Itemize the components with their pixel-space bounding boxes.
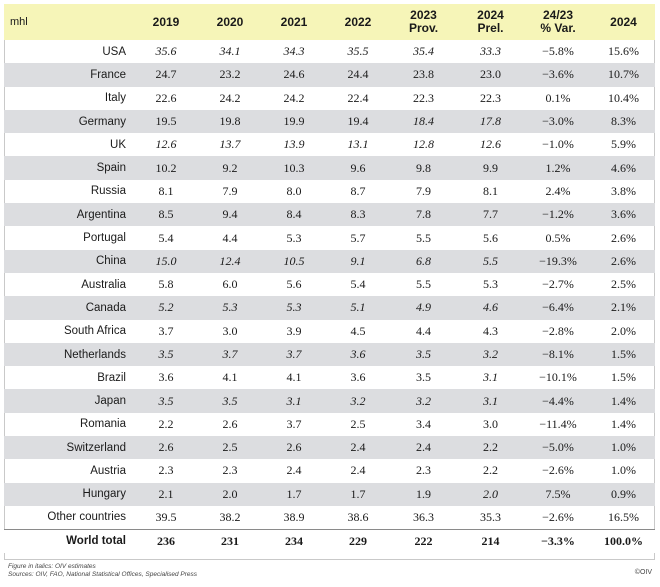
value-cell: 1.0% [611, 463, 636, 478]
value-cell: 1.5% [611, 370, 636, 385]
value-cell: −10.1% [539, 370, 577, 385]
value-cell: 4.1 [286, 370, 302, 385]
value-cell: 35.6 [155, 44, 177, 59]
value-cell: 8.1 [483, 183, 498, 198]
value-cell: 100.0% [604, 533, 643, 548]
value-cell: 5.3 [286, 230, 302, 245]
table-row [4, 133, 655, 156]
col-header: 2024 Prel. [477, 8, 504, 35]
value-cell: 3.0 [222, 323, 238, 338]
footnote-italics: Figure in italics: OIV estimates [8, 563, 96, 570]
value-cell: 8.7 [350, 183, 366, 198]
value-cell: 9.6 [350, 160, 366, 175]
value-cell: 3.5 [222, 393, 238, 408]
value-cell: 9.4 [222, 207, 238, 222]
table-row [4, 366, 655, 389]
value-cell: 2.5% [611, 277, 636, 292]
col-header: 2024 [610, 14, 637, 29]
value-cell: 2.6 [158, 440, 174, 455]
table-row [4, 110, 655, 133]
value-cell: 22.3 [480, 90, 501, 105]
value-cell: 4.5 [350, 323, 366, 338]
value-cell: 4.3 [483, 323, 498, 338]
col-header: 24/23 % Var. [540, 8, 576, 35]
value-cell: 7.8 [416, 207, 431, 222]
value-cell: 3.7 [286, 347, 302, 361]
country-cell: World total [66, 535, 126, 548]
value-cell: 9.1 [350, 253, 366, 268]
value-cell: 5.4 [158, 230, 174, 245]
value-cell: 2.3 [222, 463, 238, 478]
value-cell: 1.4% [611, 393, 636, 408]
value-cell: 22.6 [155, 90, 177, 105]
value-cell: 231 [221, 533, 239, 548]
value-cell: 3.1 [483, 370, 498, 385]
value-cell: 6.8 [416, 253, 431, 268]
value-cell: 5.8 [158, 277, 174, 292]
value-cell: 12.4 [219, 253, 241, 268]
value-cell: −8.1% [542, 347, 574, 361]
value-cell: 18.4 [413, 114, 434, 129]
country-cell: Canada [85, 301, 126, 314]
copyright: ©OIV [634, 569, 652, 576]
table-row [4, 296, 655, 319]
value-cell: 3.6 [350, 347, 366, 361]
value-cell: 8.3 [350, 207, 366, 222]
value-cell: 1.2% [545, 160, 571, 175]
value-cell: 214 [481, 533, 500, 548]
table-row [4, 506, 655, 529]
value-cell: 1.9 [416, 486, 431, 501]
table-row [4, 320, 655, 343]
value-cell: 3.2 [350, 393, 366, 408]
country-cell: France [90, 68, 126, 81]
value-cell: 2.4% [545, 183, 571, 198]
wine-production-table [4, 4, 655, 553]
value-cell: 19.8 [219, 114, 241, 129]
value-cell: −5.0% [542, 440, 574, 455]
value-cell: 24.4 [347, 67, 369, 82]
value-cell: 33.3 [480, 44, 501, 59]
value-cell: 3.2 [483, 347, 498, 361]
value-cell: 1.7 [350, 486, 366, 501]
value-cell: 5.5 [483, 253, 498, 268]
value-cell: 38.2 [219, 509, 241, 524]
value-cell: 2.3 [158, 463, 174, 478]
table-row [4, 40, 655, 63]
value-cell: 9.9 [483, 160, 498, 175]
value-cell: −3.3% [541, 533, 575, 548]
value-cell: −5.8% [542, 44, 574, 59]
value-cell: 5.2 [158, 300, 174, 315]
value-cell: 5.6 [483, 230, 498, 245]
value-cell: 2.2 [158, 416, 174, 431]
value-cell: 3.5 [158, 393, 174, 408]
value-cell: 22.3 [413, 90, 434, 105]
value-cell: 15.6% [608, 44, 639, 59]
value-cell: 10.2 [155, 160, 177, 175]
country-cell: Brazil [97, 371, 126, 384]
value-cell: 222 [414, 533, 433, 548]
header-row [4, 4, 655, 40]
value-cell: 5.5 [416, 277, 431, 292]
value-cell: −3.0% [542, 114, 574, 129]
value-cell: 35.3 [480, 509, 501, 524]
value-cell: 8.5 [158, 207, 174, 222]
value-cell: 17.8 [480, 114, 501, 129]
value-cell: 3.5 [416, 347, 431, 361]
value-cell: 22.4 [347, 90, 369, 105]
value-cell: 8.3% [611, 114, 636, 129]
country-cell: South Africa [63, 325, 126, 338]
value-cell: 19.9 [283, 114, 305, 129]
value-cell: 12.6 [480, 137, 501, 152]
value-cell: 2.5 [222, 440, 238, 455]
country-cell: Argentina [76, 208, 126, 221]
unit-label: mhl [10, 15, 28, 28]
value-cell: 3.6 [158, 370, 174, 385]
value-cell: 3.7 [158, 323, 174, 338]
value-cell: 8.4 [286, 207, 302, 222]
value-cell: 13.9 [283, 137, 305, 152]
country-cell: Australia [81, 278, 126, 291]
value-cell: 0.1% [545, 90, 571, 105]
value-cell: 5.6 [286, 277, 302, 292]
table-row [4, 436, 655, 459]
value-cell: 2.1% [611, 300, 636, 315]
value-cell: 2.4 [286, 463, 302, 478]
value-cell: 5.4 [350, 277, 366, 292]
value-cell: 3.5 [158, 347, 174, 361]
value-cell: 7.5% [545, 486, 571, 501]
country-cell: USA [102, 45, 126, 58]
value-cell: 3.4 [416, 416, 431, 431]
table-row [4, 483, 655, 506]
country-cell: Spain [96, 162, 126, 175]
value-cell: 2.6% [611, 253, 636, 268]
value-cell: 0.9% [611, 486, 636, 501]
value-cell: 39.5 [155, 509, 177, 524]
value-cell: 0.5% [545, 230, 571, 245]
value-cell: −6.4% [542, 300, 574, 315]
value-cell: 9.8 [416, 160, 431, 175]
value-cell: 9.2 [222, 160, 238, 175]
value-cell: 23.8 [413, 67, 434, 82]
value-cell: 7.9 [416, 183, 431, 198]
value-cell: 5.1 [350, 300, 366, 315]
table-row [4, 180, 655, 203]
value-cell: 2.4 [350, 463, 366, 478]
value-cell: 23.0 [480, 67, 501, 82]
value-cell: 2.2 [483, 440, 498, 455]
table-row [4, 156, 655, 179]
value-cell: 16.5% [608, 509, 639, 524]
col-header: 2020 [216, 14, 244, 29]
value-cell: −19.3% [539, 253, 577, 268]
value-cell: 10.5 [283, 253, 305, 268]
country-cell: Austria [90, 464, 126, 477]
value-cell: 23.2 [219, 67, 241, 82]
value-cell: 35.4 [413, 44, 434, 59]
value-cell: 34.3 [283, 44, 305, 59]
table-row [4, 273, 655, 296]
value-cell: −1.2% [542, 207, 574, 222]
value-cell: −4.4% [542, 393, 574, 408]
value-cell: 3.6 [350, 370, 366, 385]
value-cell: 38.9 [283, 509, 305, 524]
country-cell: Portugal [83, 232, 126, 245]
value-cell: 12.8 [413, 137, 434, 152]
value-cell: −2.6% [542, 463, 574, 478]
value-cell: 5.3 [222, 300, 238, 315]
country-cell: Netherlands [63, 348, 126, 361]
value-cell: 3.7 [286, 416, 302, 431]
value-cell: 3.0 [483, 416, 498, 431]
table-row [4, 203, 655, 226]
col-header: 2023 Prov. [408, 8, 439, 35]
col-header: 2021 [280, 14, 308, 29]
value-cell: 34.1 [219, 44, 241, 59]
value-cell: 8.1 [158, 183, 174, 198]
country-cell: Switzerland [66, 441, 126, 454]
value-cell: −2.8% [542, 323, 574, 338]
value-cell: 3.8% [611, 183, 636, 198]
table-row [4, 63, 655, 86]
total-row [4, 529, 655, 552]
table-row [4, 459, 655, 482]
value-cell: 3.1 [286, 393, 302, 408]
value-cell: 2.1 [158, 486, 174, 501]
value-cell: 12.6 [155, 137, 177, 152]
value-cell: 1.4% [611, 416, 636, 431]
value-cell: 5.3 [483, 277, 498, 292]
value-cell: −2.7% [542, 277, 574, 292]
value-cell: 2.0% [611, 323, 636, 338]
value-cell: 24.6 [283, 67, 305, 82]
value-cell: 7.9 [222, 183, 238, 198]
country-cell: Romania [79, 418, 126, 431]
value-cell: 4.9 [416, 300, 431, 315]
table-row [4, 413, 655, 436]
value-cell: 5.9% [611, 137, 636, 152]
value-cell: 38.6 [347, 509, 369, 524]
value-cell: 2.0 [483, 486, 498, 501]
country-cell: UK [110, 138, 126, 151]
value-cell: 6.0 [222, 277, 238, 292]
value-cell: 3.2 [416, 393, 431, 408]
value-cell: 1.0% [611, 440, 636, 455]
value-cell: 15.0 [155, 253, 177, 268]
table-row [4, 87, 655, 110]
value-cell: 36.3 [413, 509, 434, 524]
country-cell: Hungary [82, 488, 126, 501]
value-cell: 24.7 [155, 67, 177, 82]
value-cell: −2.6% [542, 509, 574, 524]
country-cell: Other countries [47, 511, 126, 524]
value-cell: 2.0 [222, 486, 238, 501]
value-cell: −1.0% [542, 137, 574, 152]
value-cell: 7.7 [483, 207, 498, 222]
value-cell: 2.3 [416, 463, 431, 478]
country-cell: Japan [94, 395, 126, 408]
value-cell: −11.4% [539, 416, 577, 431]
value-cell: 10.7% [608, 67, 639, 82]
value-cell: 2.4 [416, 440, 431, 455]
value-cell: 3.1 [483, 393, 498, 408]
value-cell: 2.6 [286, 440, 302, 455]
value-cell: 4.4 [416, 323, 431, 338]
value-cell: 5.5 [416, 230, 431, 245]
value-cell: 234 [285, 533, 303, 548]
value-cell: 35.5 [347, 44, 369, 59]
value-cell: 5.7 [350, 230, 366, 245]
value-cell: 8.0 [286, 183, 302, 198]
col-header: 2019 [152, 14, 180, 29]
value-cell: 2.5 [350, 416, 366, 431]
country-cell: Germany [78, 115, 126, 128]
value-cell: 10.3 [283, 160, 305, 175]
country-cell: China [95, 255, 126, 268]
value-cell: 10.4% [608, 90, 639, 105]
value-cell: 2.6 [222, 416, 238, 431]
value-cell: 3.6% [611, 207, 636, 222]
value-cell: 1.7 [286, 486, 302, 501]
value-cell: 4.6% [611, 160, 636, 175]
value-cell: 2.6% [611, 230, 636, 245]
value-cell: 5.3 [286, 300, 302, 315]
value-cell: 2.4 [350, 440, 366, 455]
value-cell: 2.2 [483, 463, 498, 478]
table-row [4, 250, 655, 273]
value-cell: 13.1 [347, 137, 369, 152]
col-header: 2022 [344, 14, 372, 29]
value-cell: 1.5% [611, 347, 636, 361]
value-cell: 3.5 [416, 370, 431, 385]
value-cell: 4.1 [222, 370, 238, 385]
table-row [4, 343, 655, 366]
value-cell: −3.6% [542, 67, 574, 82]
value-cell: 24.2 [283, 90, 305, 105]
value-cell: 229 [349, 533, 367, 548]
value-cell: 3.9 [286, 323, 302, 338]
value-cell: 4.6 [483, 300, 498, 315]
value-cell: 19.4 [347, 114, 369, 129]
country-cell: Italy [104, 92, 126, 105]
value-cell: 236 [157, 533, 175, 548]
value-cell: 19.5 [155, 114, 177, 129]
table-row [4, 389, 655, 412]
footnote-sources: Sources: OIV, FAO, National Statistical Offices, Specialised Press [8, 571, 198, 578]
value-cell: 3.7 [222, 347, 238, 361]
table-row [4, 226, 655, 249]
value-cell: 24.2 [219, 90, 241, 105]
value-cell: 4.4 [222, 230, 238, 245]
value-cell: 13.7 [219, 137, 241, 152]
country-cell: Russia [90, 185, 126, 198]
